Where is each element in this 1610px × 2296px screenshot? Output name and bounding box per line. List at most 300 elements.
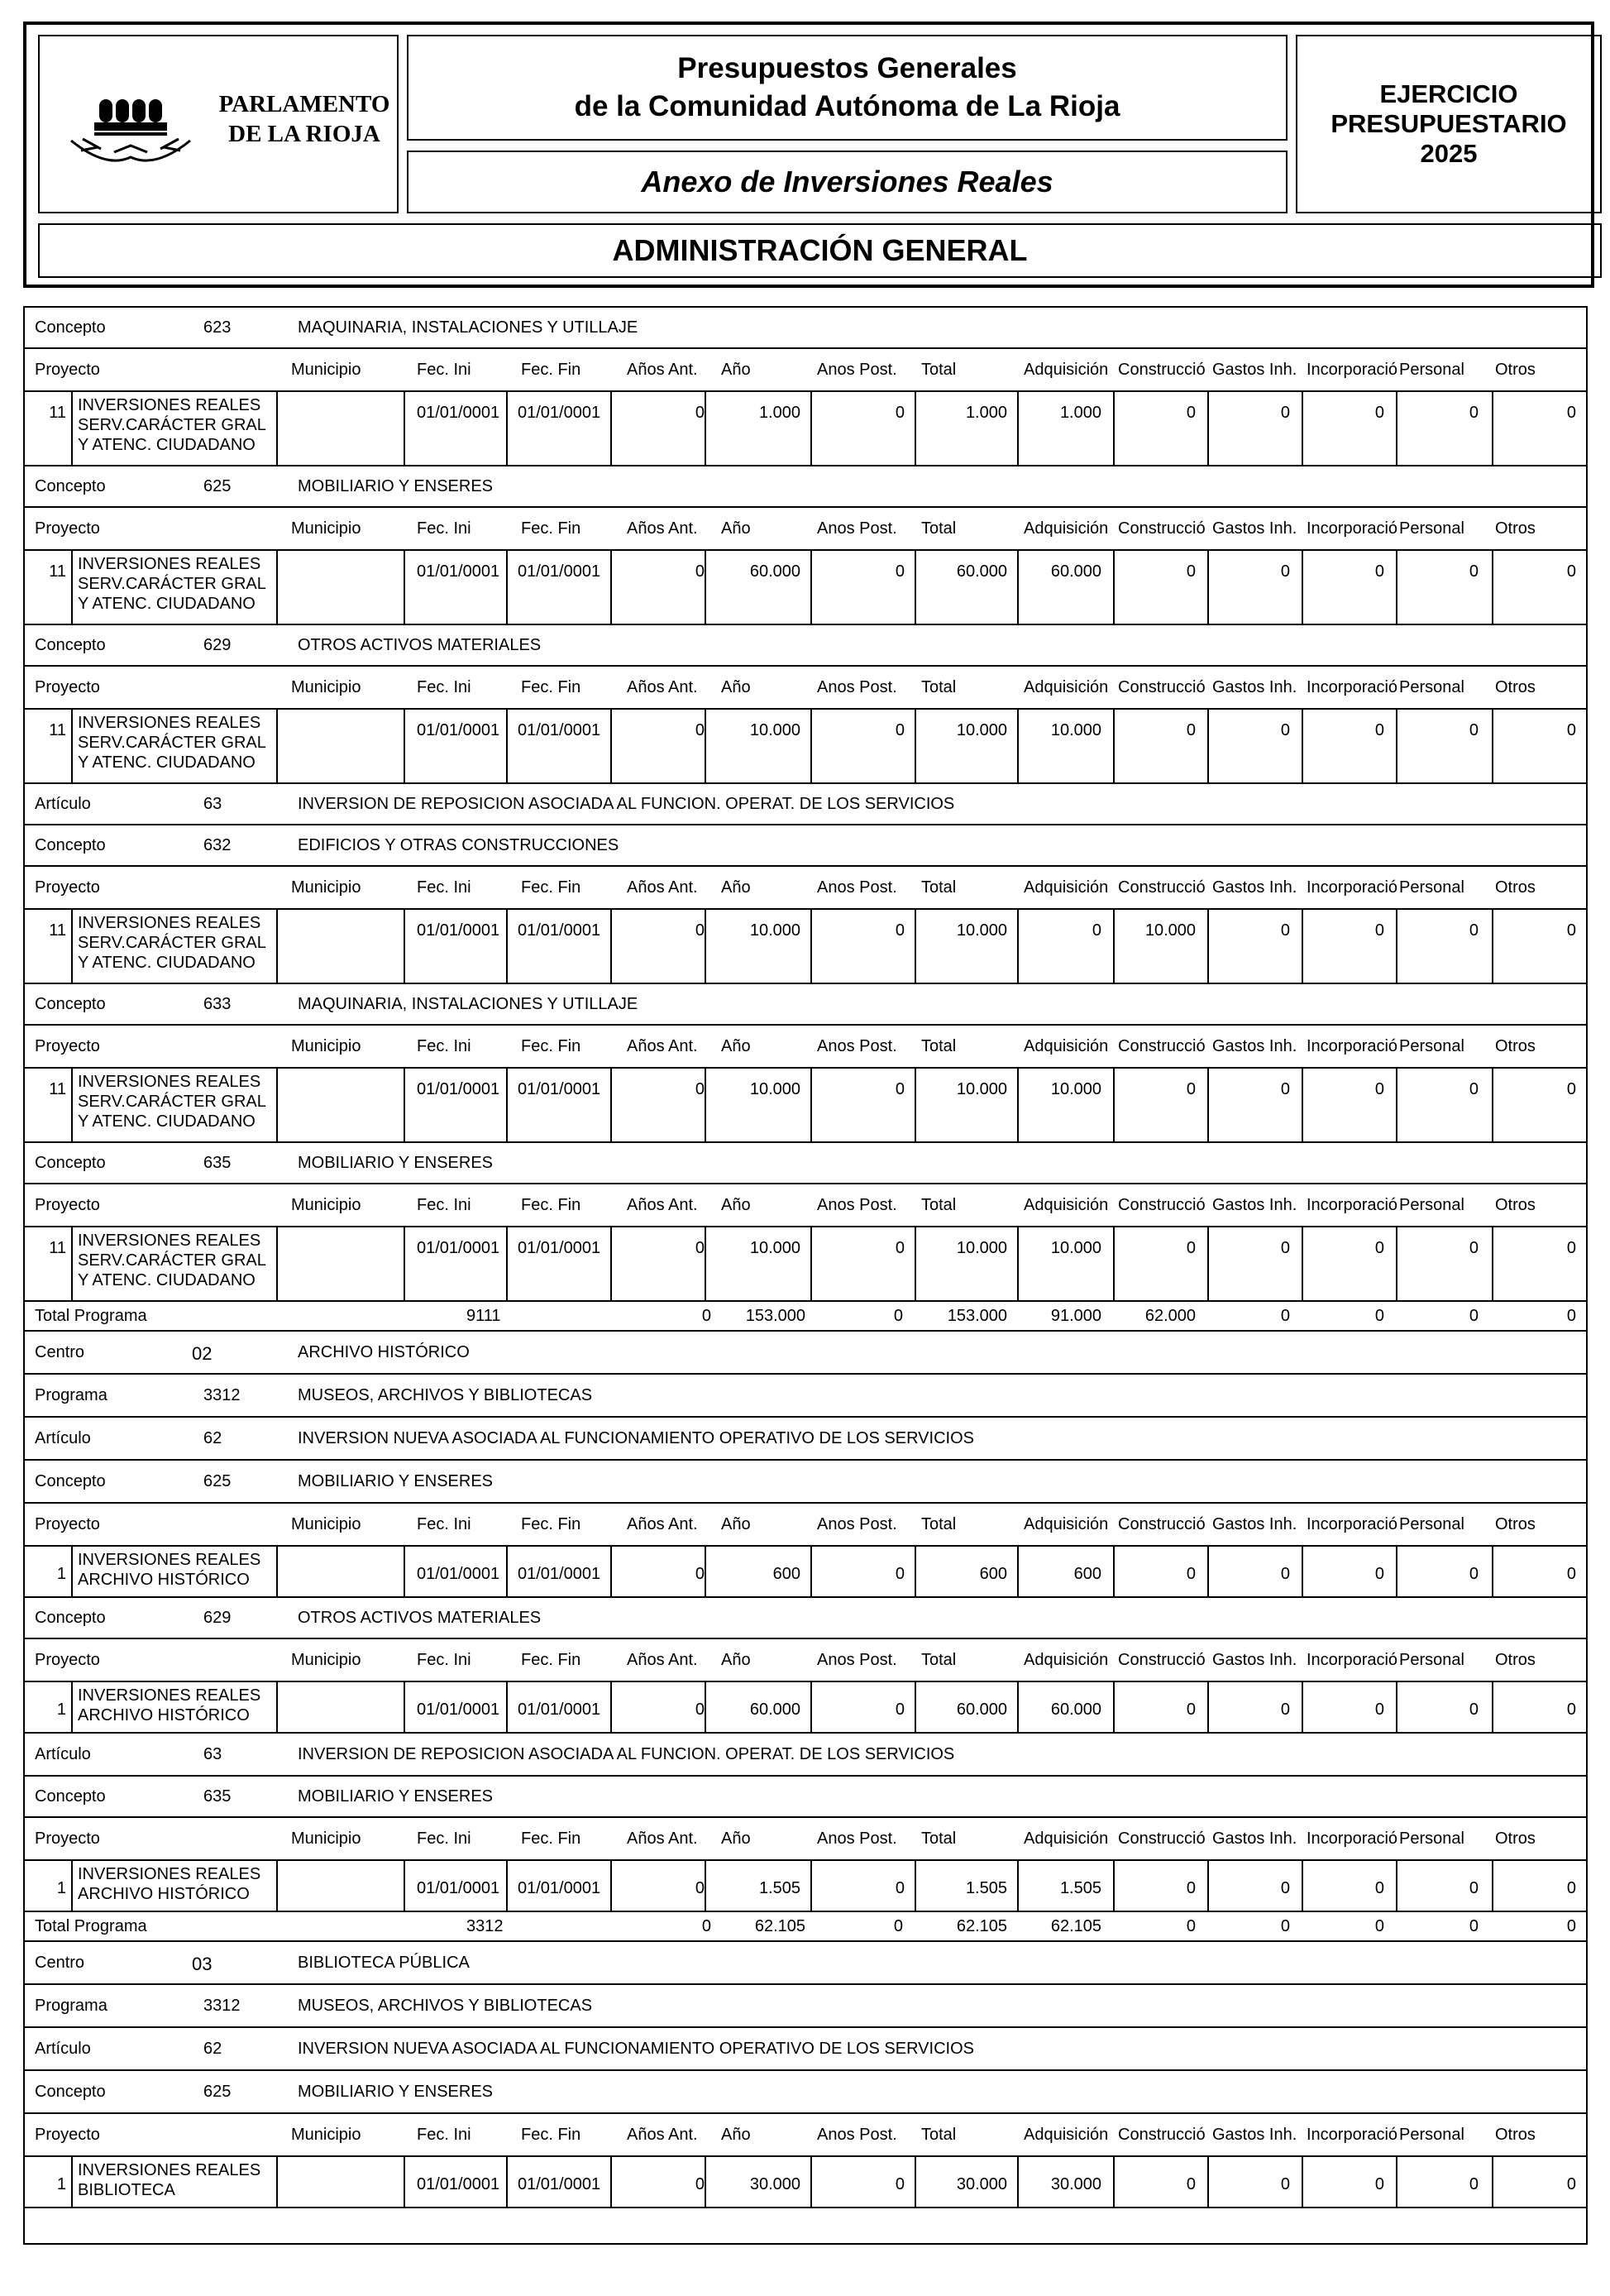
column-header-13: Otros (1495, 361, 1536, 379)
cell-divider (915, 1861, 916, 1911)
column-header-3: Fec. Fin (521, 2126, 581, 2144)
total-value: 0 (701, 1307, 711, 1325)
cell-divider (506, 1227, 508, 1300)
column-header-row (25, 508, 1586, 551)
cell-divider (1396, 1069, 1397, 1141)
cell-divider (1302, 1227, 1303, 1300)
project-name (78, 2160, 260, 2200)
column-header-3: Fec. Fin (521, 1037, 581, 1055)
cell-divider (1207, 1861, 1209, 1911)
total-label: Total Programa (35, 1917, 147, 1935)
cell-divider (506, 1547, 508, 1596)
column-header-4: Años Ant. (627, 1037, 698, 1055)
column-header-4: Años Ant. (627, 1515, 698, 1533)
column-header-2: Fec. Ini (417, 519, 471, 538)
group-code: 02 (192, 1343, 213, 1364)
column-header-4: Años Ant. (627, 1651, 698, 1669)
column-header-row (25, 667, 1586, 710)
column-header-7: Total (921, 1196, 957, 1214)
total-value: 62.105 (1050, 1917, 1101, 1935)
value-cell: 0 (1186, 1565, 1196, 1583)
value-cell: 30.000 (1050, 2175, 1101, 2193)
document-header (23, 22, 1594, 288)
cell-divider (915, 1682, 916, 1732)
column-header-1: Municipio (291, 1830, 361, 1848)
fec-ini: 01/01/0001 (417, 404, 500, 422)
value-cell: 0 (895, 1565, 905, 1583)
project-id: 11 (49, 1239, 66, 1257)
group-code: 632 (203, 836, 232, 854)
total-value: 0 (893, 1307, 903, 1325)
column-header-6: Anos Post. (817, 1196, 897, 1214)
group-row (25, 1375, 1586, 1418)
column-header-13: Otros (1495, 519, 1536, 538)
total-value: 0 (1186, 1917, 1196, 1935)
project-name (78, 1231, 266, 1290)
column-header-9: Construcció (1118, 519, 1206, 538)
column-header-0: Proyecto (35, 1830, 100, 1848)
cell-divider (71, 2157, 73, 2207)
value-cell: 1.505 (965, 1879, 1007, 1897)
cell-divider (1396, 551, 1397, 624)
value-cell: 0 (1374, 1565, 1384, 1583)
value-cell: 0 (1566, 404, 1576, 422)
column-header-7: Total (921, 519, 957, 538)
value-cell: 60.000 (749, 562, 800, 581)
column-header-4: Años Ant. (627, 2126, 698, 2144)
value-cell: 0 (1469, 721, 1479, 739)
table-row (25, 392, 1586, 466)
column-header-12: Personal (1399, 1830, 1464, 1848)
cell-divider (610, 1069, 612, 1141)
group-code: 3312 (203, 1386, 241, 1404)
column-header-row (25, 1639, 1586, 1682)
cell-divider (1492, 392, 1493, 465)
project-name (78, 395, 266, 455)
total-label: Total Programa (35, 1307, 147, 1325)
group-description: INVERSION DE REPOSICION ASOCIADA AL FUNCION. OPERAT. DE LOS SERVICIOS (298, 795, 955, 813)
column-header-6: Anos Post. (817, 1651, 897, 1669)
column-header-9: Construcció (1118, 1651, 1206, 1669)
project-id: 11 (49, 721, 66, 739)
parliament-logo-icon (64, 76, 205, 175)
column-header-3: Fec. Fin (521, 1651, 581, 1669)
value-cell: 1.000 (758, 404, 800, 422)
cell-divider (276, 551, 278, 624)
value-cell: 10.000 (749, 921, 800, 940)
project-name-line: SERV.CARÁCTER GRAL (78, 934, 266, 952)
value-cell: 0 (1186, 1239, 1196, 1257)
project-name (78, 1072, 266, 1131)
value-cell: 1.000 (965, 404, 1007, 422)
column-header-9: Construcció (1118, 361, 1206, 379)
table-row (25, 2157, 1586, 2208)
project-id: 11 (49, 1080, 66, 1098)
value-cell: 0 (895, 2175, 905, 2193)
fiscal-year-value: 2025 (1420, 139, 1478, 168)
cell-divider (506, 1069, 508, 1141)
value-cell: 600 (772, 1565, 800, 1583)
group-label: Concepto (35, 995, 106, 1013)
group-row (25, 825, 1586, 867)
column-header-10: Gastos Inh. (1212, 878, 1297, 897)
group-description: MAQUINARIA, INSTALACIONES Y UTILLAJE (298, 318, 638, 337)
project-id: 11 (49, 404, 66, 422)
column-header-4: Años Ant. (627, 878, 698, 897)
column-header-row (25, 1504, 1586, 1547)
column-header-3: Fec. Fin (521, 1196, 581, 1214)
cell-divider (1492, 1227, 1493, 1300)
table-row (25, 1682, 1586, 1734)
value-cell: 600 (979, 1565, 1007, 1583)
column-header-9: Construcció (1118, 1830, 1206, 1848)
value-cell: 0 (895, 721, 905, 739)
value-cell: 10.000 (956, 1239, 1007, 1257)
value-cell: 0 (1469, 1879, 1479, 1897)
project-name-line: INVERSIONES REALES (78, 1073, 261, 1091)
column-header-11: Incorporació (1307, 1515, 1397, 1533)
cell-divider (1207, 551, 1209, 624)
column-header-12: Personal (1399, 1515, 1464, 1533)
cell-divider (276, 1227, 278, 1300)
value-cell: 10.000 (1050, 1239, 1101, 1257)
cell-divider (1302, 551, 1303, 624)
value-cell: 600 (1073, 1565, 1101, 1583)
column-header-row (25, 2114, 1586, 2157)
project-name (78, 1686, 260, 1725)
project-name-line: Y ATENC. CIUDADANO (78, 954, 256, 972)
column-header-0: Proyecto (35, 878, 100, 897)
cell-divider (1017, 710, 1019, 782)
cell-divider (1207, 2157, 1209, 2207)
cell-divider (705, 392, 706, 465)
group-row (25, 308, 1586, 349)
group-code: 625 (203, 1472, 232, 1490)
column-header-12: Personal (1399, 519, 1464, 538)
project-name (78, 713, 266, 773)
group-description: INVERSION DE REPOSICION ASOCIADA AL FUNCION. OPERAT. DE LOS SERVICIOS (298, 1745, 955, 1763)
cell-divider (276, 1682, 278, 1732)
cell-divider (810, 2157, 812, 2207)
value-cell: 0 (895, 1239, 905, 1257)
cell-divider (810, 551, 812, 624)
column-header-13: Otros (1495, 1515, 1536, 1533)
project-name-line: SERV.CARÁCTER GRAL (78, 734, 266, 752)
group-label: Concepto (35, 1154, 106, 1172)
value-cell: 0 (695, 1239, 705, 1257)
document-title (407, 35, 1288, 141)
group-code: 03 (192, 1954, 213, 1974)
column-header-row (25, 1818, 1586, 1861)
group-label: Centro (35, 1954, 85, 1972)
value-cell: 10.000 (956, 721, 1007, 739)
group-row (25, 1985, 1586, 2028)
column-header-12: Personal (1399, 1196, 1464, 1214)
project-name-line: ARCHIVO HISTÓRICO (78, 1706, 250, 1724)
cell-divider (276, 1861, 278, 1911)
title-line-1: Presupuestos Generales (677, 52, 1017, 84)
value-cell: 0 (1186, 404, 1196, 422)
total-value: 0 (1566, 1307, 1576, 1325)
column-header-10: Gastos Inh. (1212, 1515, 1297, 1533)
column-header-7: Total (921, 2126, 957, 2144)
fec-fin: 01/01/0001 (518, 1700, 601, 1719)
column-header-8: Adquisición (1024, 1830, 1109, 1848)
column-header-5: Año (721, 361, 751, 379)
column-header-5: Año (721, 2126, 751, 2144)
cell-divider (1492, 1547, 1493, 1596)
value-cell: 0 (1469, 562, 1479, 581)
cell-divider (506, 392, 508, 465)
cell-divider (1017, 392, 1019, 465)
cell-divider (810, 1069, 812, 1141)
value-cell: 0 (695, 1565, 705, 1583)
cell-divider (705, 1682, 706, 1732)
cell-divider (506, 1682, 508, 1732)
project-id: 1 (56, 1700, 66, 1719)
column-header-2: Fec. Ini (417, 678, 471, 696)
cell-divider (1396, 710, 1397, 782)
column-header-10: Gastos Inh. (1212, 519, 1297, 538)
column-header-row (25, 867, 1586, 910)
cell-divider (1207, 1682, 1209, 1732)
cell-divider (810, 1227, 812, 1300)
column-header-5: Año (721, 1515, 751, 1533)
fec-ini: 01/01/0001 (417, 1565, 500, 1583)
cell-divider (404, 1682, 405, 1732)
group-row (25, 1143, 1586, 1184)
column-header-2: Fec. Ini (417, 1830, 471, 1848)
group-row (25, 1332, 1586, 1375)
column-header-11: Incorporació (1307, 678, 1397, 696)
column-header-5: Año (721, 1651, 751, 1669)
value-cell: 10.000 (956, 1080, 1007, 1098)
project-name-line: BIBLIOTECA (78, 2181, 175, 2199)
value-cell: 0 (695, 921, 705, 940)
column-header-12: Personal (1399, 2126, 1464, 2144)
group-label: Concepto (35, 477, 106, 495)
column-header-9: Construcció (1118, 2126, 1206, 2144)
cell-divider (915, 710, 916, 782)
column-header-1: Municipio (291, 519, 361, 538)
total-code: 3312 (466, 1917, 504, 1935)
value-cell: 0 (895, 921, 905, 940)
project-name-line: INVERSIONES REALES (78, 1686, 261, 1705)
column-header-0: Proyecto (35, 1196, 100, 1214)
group-description: EDIFICIOS Y OTRAS CONSTRUCCIONES (298, 836, 619, 854)
project-name-line: INVERSIONES REALES (78, 1232, 261, 1250)
column-header-13: Otros (1495, 1037, 1536, 1055)
group-description: OTROS ACTIVOS MATERIALES (298, 636, 542, 654)
cell-divider (71, 1861, 73, 1911)
group-row (25, 1418, 1586, 1461)
group-row (25, 1942, 1586, 1985)
column-header-8: Adquisición (1024, 878, 1109, 897)
column-header-6: Anos Post. (817, 1037, 897, 1055)
total-value: 0 (1566, 1917, 1576, 1935)
value-cell: 0 (1374, 721, 1384, 739)
cell-divider (1302, 392, 1303, 465)
value-cell: 0 (695, 1700, 705, 1719)
cell-divider (404, 392, 405, 465)
cell-divider (1207, 392, 1209, 465)
cell-divider (610, 392, 612, 465)
column-header-2: Fec. Ini (417, 1515, 471, 1533)
column-header-11: Incorporació (1307, 1651, 1397, 1669)
value-cell: 0 (1566, 721, 1576, 739)
project-name-line: INVERSIONES REALES (78, 714, 261, 732)
column-header-row (25, 349, 1586, 392)
value-cell: 0 (1374, 1239, 1384, 1257)
column-header-8: Adquisición (1024, 1651, 1109, 1669)
column-header-13: Otros (1495, 1830, 1536, 1848)
cell-divider (915, 392, 916, 465)
column-header-5: Año (721, 878, 751, 897)
value-cell: 0 (1374, 921, 1384, 940)
cell-divider (705, 551, 706, 624)
value-cell: 1.505 (1059, 1879, 1101, 1897)
cell-divider (506, 710, 508, 782)
cell-divider (1113, 1682, 1115, 1732)
cell-divider (1302, 1682, 1303, 1732)
value-cell: 0 (1280, 1080, 1290, 1098)
column-header-1: Municipio (291, 1515, 361, 1533)
total-code: 9111 (466, 1307, 501, 1325)
group-code: 633 (203, 995, 232, 1013)
cell-divider (1302, 910, 1303, 983)
cell-divider (1113, 1227, 1115, 1300)
cell-divider (705, 910, 706, 983)
column-header-0: Proyecto (35, 1037, 100, 1055)
cell-divider (1017, 2157, 1019, 2207)
column-header-8: Adquisición (1024, 519, 1109, 538)
value-cell: 0 (1566, 1239, 1576, 1257)
group-code: 635 (203, 1154, 232, 1172)
column-header-13: Otros (1495, 1651, 1536, 1669)
cell-divider (1396, 392, 1397, 465)
document-subtitle: Anexo de Inversiones Reales (407, 151, 1288, 213)
table-row (25, 1547, 1586, 1598)
value-cell: 0 (1186, 721, 1196, 739)
value-cell: 0 (1186, 1080, 1196, 1098)
cell-divider (1396, 1227, 1397, 1300)
column-header-7: Total (921, 1830, 957, 1848)
value-cell: 0 (1374, 1879, 1384, 1897)
fec-ini: 01/01/0001 (417, 1700, 500, 1719)
column-header-1: Municipio (291, 1196, 361, 1214)
project-name (78, 554, 266, 614)
cell-divider (1492, 551, 1493, 624)
total-value: 0 (1469, 1917, 1479, 1935)
column-header-6: Anos Post. (817, 361, 897, 379)
value-cell: 0 (1186, 1879, 1196, 1897)
cell-divider (915, 1069, 916, 1141)
column-header-0: Proyecto (35, 1651, 100, 1669)
value-cell: 10.000 (1050, 721, 1101, 739)
total-value: 62.105 (754, 1917, 805, 1935)
value-cell: 0 (695, 562, 705, 581)
value-cell: 0 (1374, 1700, 1384, 1719)
group-code: 3312 (203, 1997, 241, 2015)
group-label: Concepto (35, 836, 106, 854)
fec-ini: 01/01/0001 (417, 1879, 500, 1897)
column-header-11: Incorporació (1307, 1830, 1397, 1848)
cell-divider (1207, 1069, 1209, 1141)
column-header-11: Incorporació (1307, 1196, 1397, 1214)
project-name-line: Y ATENC. CIUDADANO (78, 595, 256, 613)
total-value: 0 (893, 1917, 903, 1935)
cell-divider (1017, 1069, 1019, 1141)
cell-divider (810, 1682, 812, 1732)
cell-divider (404, 1227, 405, 1300)
group-label: Concepto (35, 2083, 106, 2101)
cell-divider (1396, 1861, 1397, 1911)
title-line-2: de la Comunidad Autónoma de La Rioja (574, 90, 1120, 122)
value-cell: 0 (895, 1879, 905, 1897)
project-name-line: INVERSIONES REALES (78, 396, 261, 414)
group-row (25, 1598, 1586, 1639)
value-cell: 10.000 (749, 1239, 800, 1257)
column-header-11: Incorporació (1307, 878, 1397, 897)
cell-divider (71, 1069, 73, 1141)
cell-divider (404, 710, 405, 782)
cell-divider (506, 551, 508, 624)
group-row (25, 1777, 1586, 1818)
group-label: Artículo (35, 2040, 91, 2058)
project-name (78, 913, 266, 973)
column-header-2: Fec. Ini (417, 361, 471, 379)
group-label: Concepto (35, 636, 106, 654)
column-header-8: Adquisición (1024, 1515, 1109, 1533)
column-header-1: Municipio (291, 1651, 361, 1669)
cell-divider (1017, 1861, 1019, 1911)
column-header-11: Incorporació (1307, 361, 1397, 379)
column-header-6: Anos Post. (817, 2126, 897, 2144)
project-name-line: Y ATENC. CIUDADANO (78, 1271, 256, 1289)
cell-divider (705, 1861, 706, 1911)
total-value: 62.105 (956, 1917, 1007, 1935)
project-name-line: INVERSIONES REALES (78, 1551, 261, 1569)
group-description: MOBILIARIO Y ENSERES (298, 2083, 494, 2101)
value-cell: 0 (1374, 562, 1384, 581)
column-header-1: Municipio (291, 678, 361, 696)
column-header-7: Total (921, 878, 957, 897)
group-code: 629 (203, 636, 232, 654)
project-id: 1 (56, 2175, 66, 2193)
value-cell: 0 (1280, 1700, 1290, 1719)
fiscal-year-line-2: PRESUPUESTARIO (1331, 109, 1567, 138)
cell-divider (506, 1861, 508, 1911)
value-cell: 0 (1566, 1565, 1576, 1583)
cell-divider (1113, 1547, 1115, 1596)
column-header-5: Año (721, 519, 751, 538)
group-label: Centro (35, 1343, 85, 1361)
parliament-name-line-2: DE LA RIOJA (228, 121, 380, 147)
group-description: MUSEOS, ARCHIVOS Y BIBLIOTECAS (298, 1997, 593, 2015)
column-header-7: Total (921, 361, 957, 379)
cell-divider (1492, 1682, 1493, 1732)
cell-divider (71, 710, 73, 782)
group-description: BIBLIOTECA PÚBLICA (298, 1954, 470, 1972)
group-row (25, 1461, 1586, 1504)
column-header-3: Fec. Fin (521, 1515, 581, 1533)
column-header-1: Municipio (291, 878, 361, 897)
project-name-line: INVERSIONES REALES (78, 555, 261, 573)
cell-divider (506, 910, 508, 983)
cell-divider (71, 1227, 73, 1300)
cell-divider (1492, 1861, 1493, 1911)
fec-fin: 01/01/0001 (518, 2175, 601, 2193)
